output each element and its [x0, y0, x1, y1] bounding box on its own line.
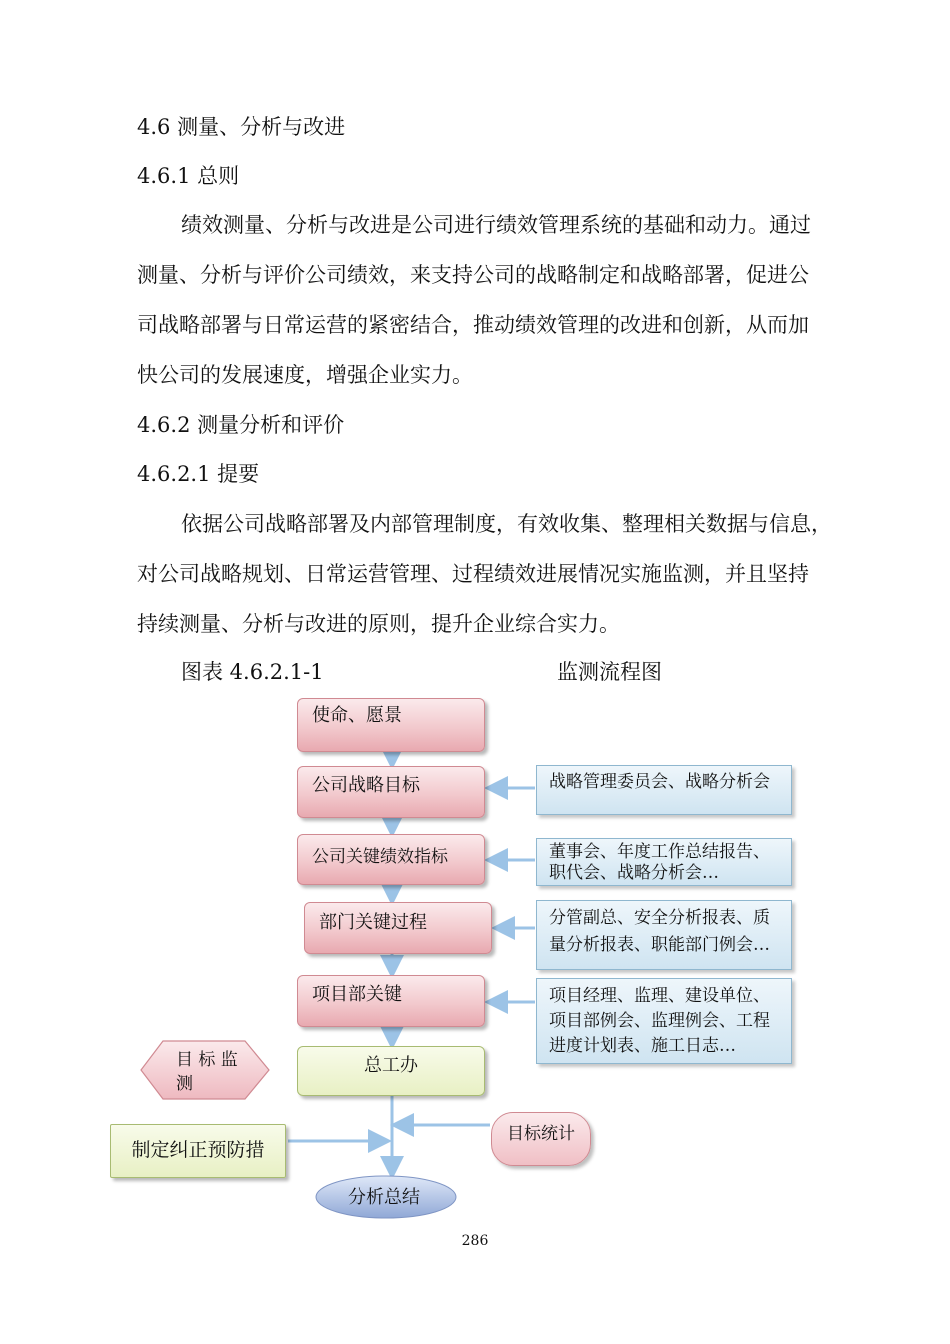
node-project-key-label: 项目部关键 [312, 984, 402, 1005]
para1-line-1: 绩效测量、分析与改进是公司进行绩效管理系统的基础和动力。通过 [181, 213, 811, 237]
node-kpi-label: 公司关键绩效指标 [312, 847, 448, 867]
node-project-key [297, 975, 485, 1027]
node-mission-vision-label: 使命、愿景 [312, 705, 402, 726]
node-target-statistics-label: 目标统计 [507, 1124, 575, 1144]
input-box-1 [536, 765, 792, 815]
para2-line-2: 对公司战略规划、日常运营管理、过程绩效进展情况实施监测，并且坚持 [137, 562, 809, 586]
para2-line-3: 持续测量、分析与改进的原则，提升企业综合实力。 [137, 612, 620, 636]
para1-line-4: 快公司的发展速度，增强企业实力。 [137, 363, 473, 387]
figure-number: 图表 4.6.2.1-1 [181, 660, 324, 684]
node-corrective-action [110, 1124, 286, 1178]
para1-line-2: 测量、分析与评价公司绩效，来支持公司的战略制定和战略部署，促进公 [137, 263, 809, 287]
node-strategic-goal-label: 公司战略目标 [312, 775, 420, 796]
para2-line-1: 依据公司战略部署及内部管理制度，有效收集、整理相关数据与信息， [181, 512, 832, 536]
node-kpi [297, 834, 485, 885]
monitor-hexagon-label [176, 1048, 238, 1096]
node-strategic-goal [297, 766, 485, 818]
node-dept-process-label: 部门关键过程 [319, 912, 427, 933]
heading-4-6-2: 4.6.2 测量分析和评价 [137, 413, 345, 437]
analysis-summary-label: 分析总结 [348, 1187, 420, 1208]
node-chief-engineer-office [297, 1046, 485, 1096]
input-box-3 [536, 900, 792, 970]
heading-4-6-2-1: 4.6.2.1 提要 [137, 462, 260, 486]
node-chief-engineer-office-label: 总工办 [364, 1055, 418, 1076]
input-box-4-line-3: 进度计划表、施工日志… [549, 1036, 736, 1056]
input-box-2-line-1: 董事会、年度工作总结报告、 [549, 842, 770, 862]
node-target-statistics [491, 1112, 591, 1166]
node-corrective-action-label: 制定纠正预防措 [131, 1139, 265, 1161]
input-box-2-line-2: 职代会、战略分析会… [549, 863, 719, 883]
monitor-hexagon-line-1: 目 标 监 [176, 1050, 238, 1070]
input-box-4 [536, 978, 792, 1064]
figure-title: 监测流程图 [557, 660, 662, 684]
input-box-3-line-2: 量分析报表、职能部门例会… [549, 935, 770, 955]
heading-4-6: 4.6 测量、分析与改进 [137, 115, 346, 139]
node-mission-vision [297, 698, 485, 752]
para1-line-3: 司战略部署与日常运营的紧密结合，推动绩效管理的改进和创新，从而加 [137, 313, 809, 337]
input-box-1-line-1: 战略管理委员会、战略分析会 [549, 772, 770, 792]
page-number: 286 [461, 1233, 489, 1249]
input-box-3-line-1: 分管副总、安全分析报表、质 [549, 908, 770, 928]
node-dept-process [304, 902, 492, 954]
heading-4-6-1: 4.6.1 总则 [137, 164, 240, 188]
input-box-2 [536, 838, 792, 886]
input-box-4-line-1: 项目经理、监理、建设单位、 [549, 986, 770, 1006]
input-box-4-line-2: 项目部例会、监理例会、工程 [549, 1011, 770, 1031]
monitor-hexagon-line-2: 测 [176, 1074, 193, 1094]
